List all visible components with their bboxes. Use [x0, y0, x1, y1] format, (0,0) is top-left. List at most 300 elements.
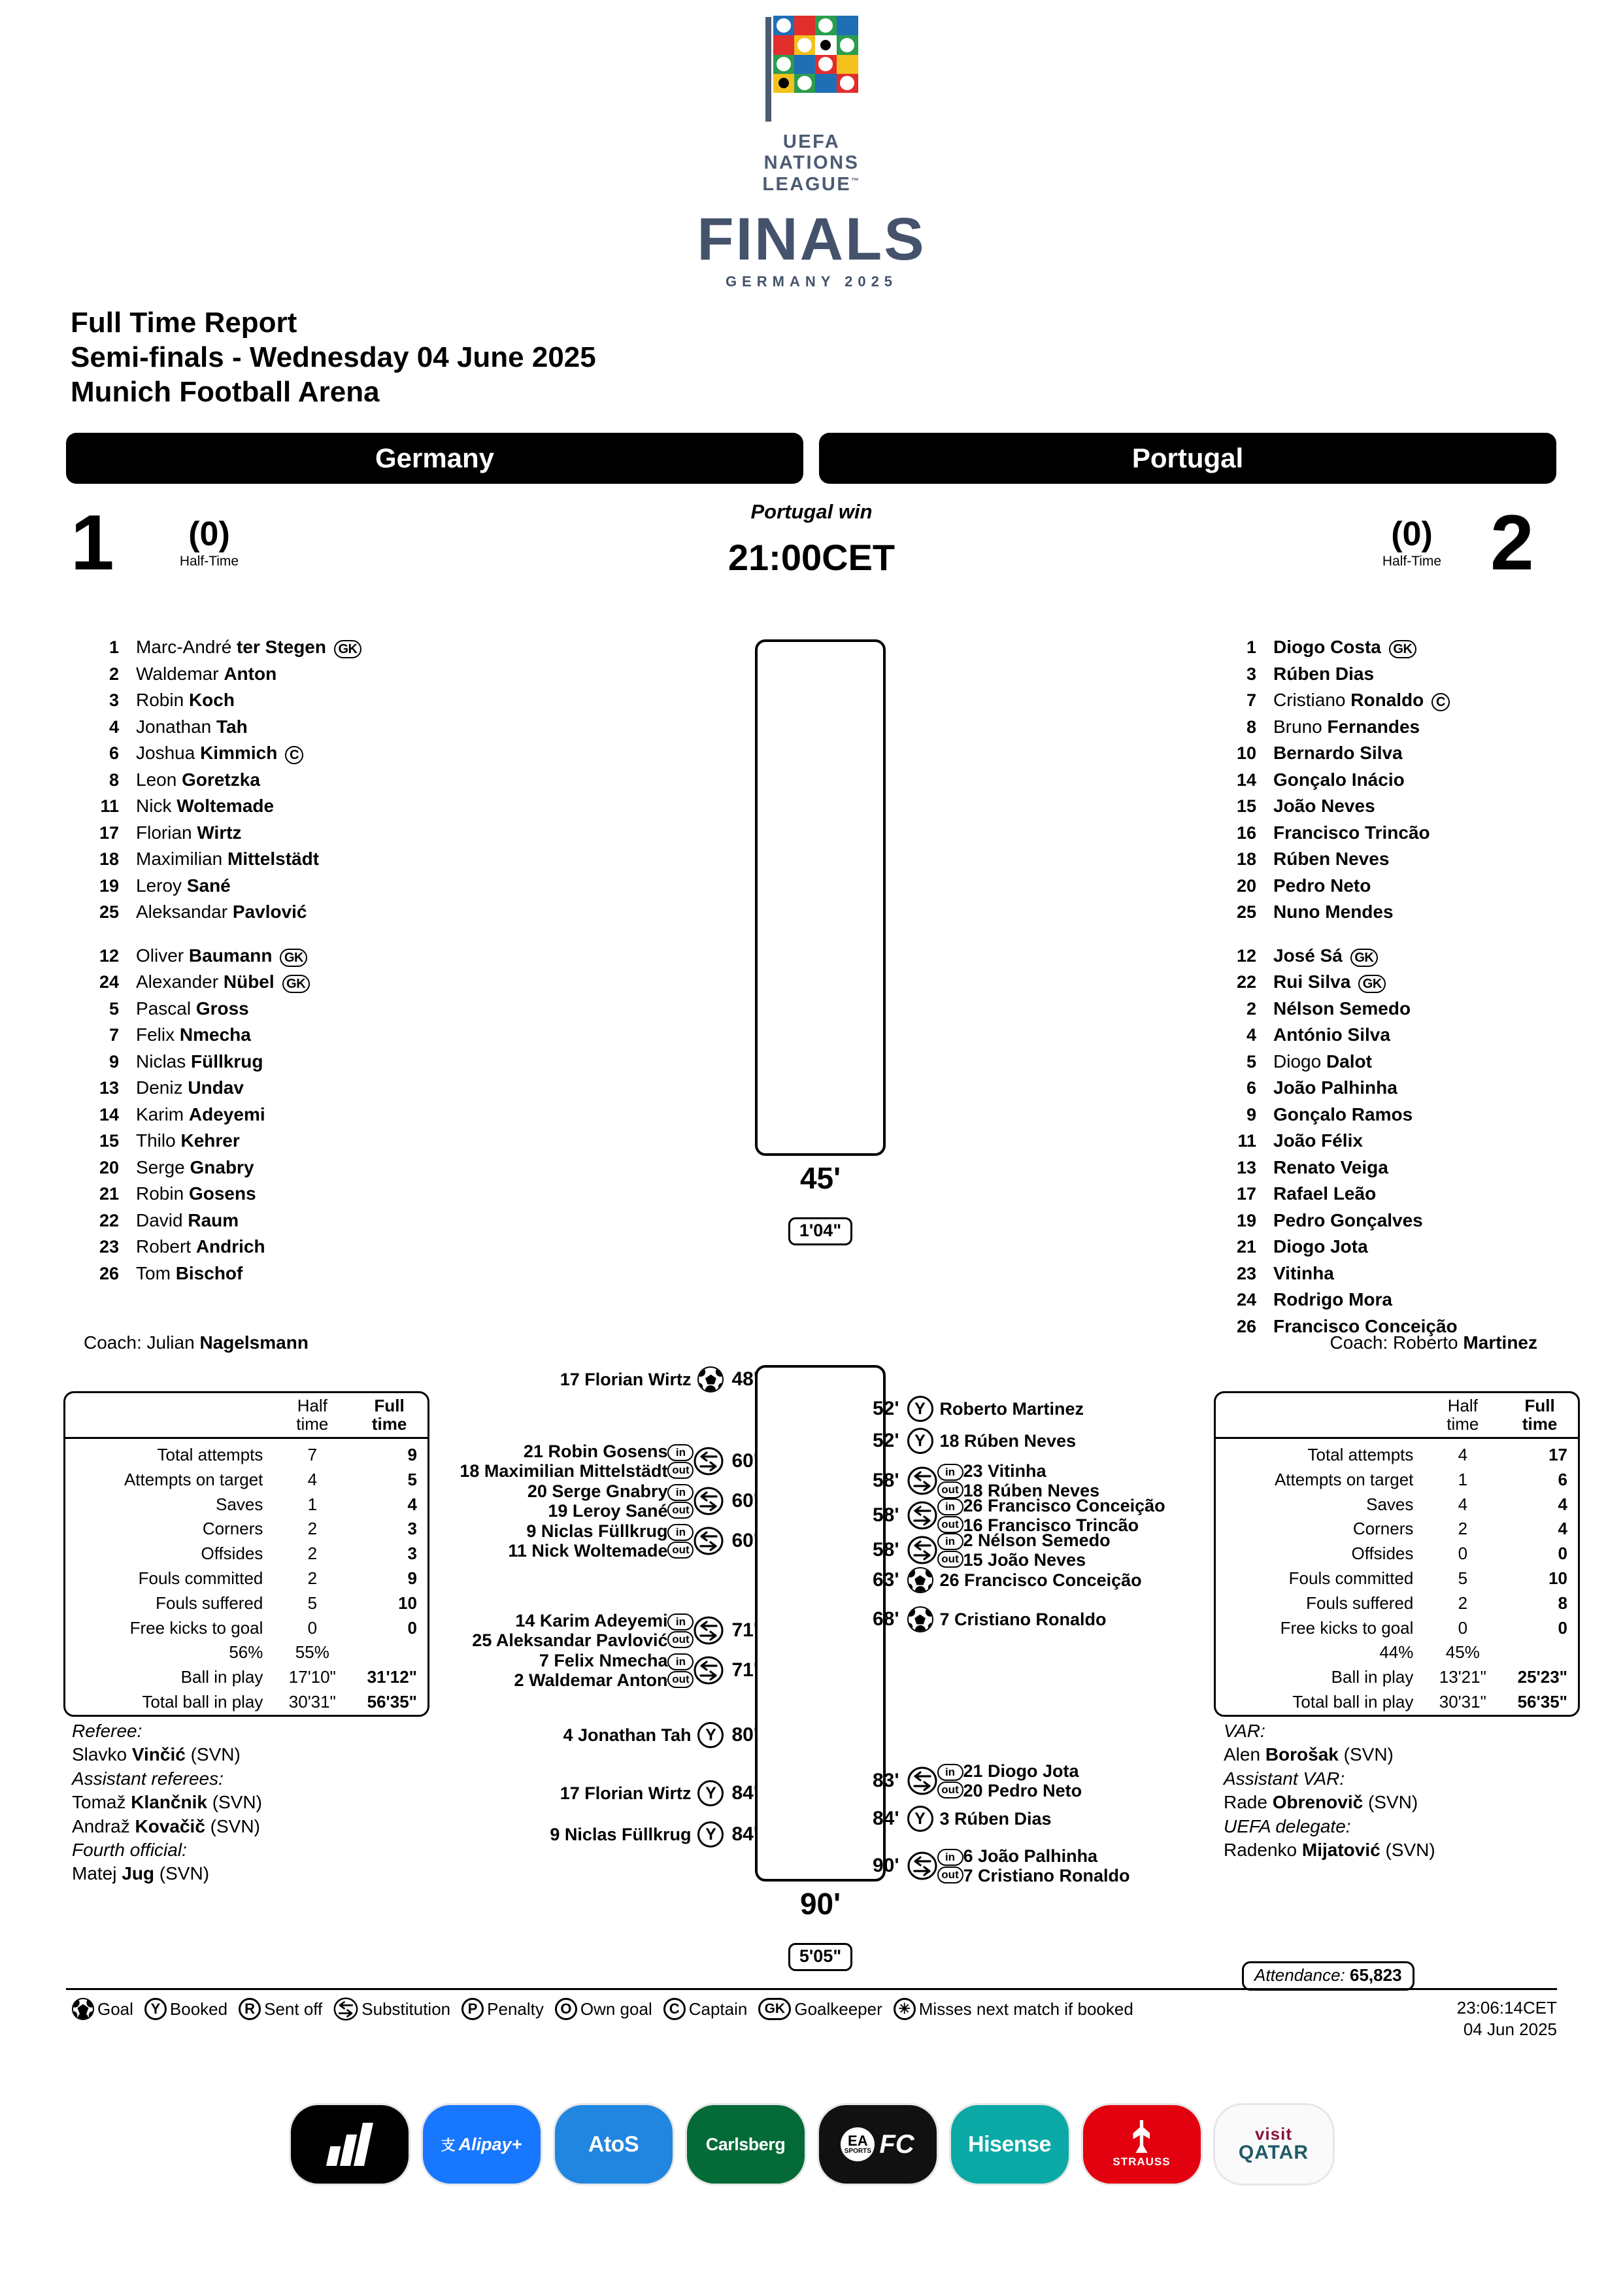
stats-fulltime-value: 0	[1558, 1617, 1567, 1638]
legend-item	[333, 1998, 450, 2020]
logo-line-nations: NATIONS	[763, 152, 860, 174]
sub-in-out-icon	[937, 1498, 963, 1533]
stats-label: Total attempts	[157, 1445, 263, 1465]
player-row	[1216, 634, 1623, 661]
substitution-arrows-icon	[907, 1536, 937, 1564]
finals-wordmark: FINALS	[697, 206, 926, 273]
hisense-logo-icon: Hisense	[968, 2131, 1051, 2157]
logo-line-uefa: UEFA	[782, 131, 841, 152]
strauss-logo-icon: STRAUSS	[1113, 2120, 1170, 2169]
captain-badge: C	[1431, 693, 1450, 711]
player-in: 20 Serge Gnabry	[527, 1481, 668, 1501]
player-number: 24	[99, 972, 119, 992]
possession-spacer	[1501, 1640, 1578, 1665]
stats-fulltime-value: 0	[407, 1617, 417, 1638]
event-minute: 71'	[731, 1619, 758, 1642]
stats-label: Ball in play	[180, 1667, 263, 1687]
sponsor-carlsberg	[687, 2105, 805, 2184]
home-halftime-label: Half-Time	[179, 553, 239, 569]
player-badges	[1389, 640, 1416, 658]
timeline-second-half	[755, 1365, 886, 1882]
event-minute: 52'	[873, 1398, 899, 1419]
player-name: Nick Woltemade	[136, 796, 275, 816]
stats-label: Saves	[1366, 1494, 1414, 1514]
player-row	[1216, 1207, 1623, 1234]
player-in: 7 Felix Nmecha	[539, 1651, 668, 1670]
timeline-first-half	[755, 639, 886, 1156]
player-number: 9	[109, 1051, 119, 1072]
home-halftime-score: (0)	[188, 515, 230, 553]
player-row	[78, 1128, 771, 1155]
substitution-arrows-icon	[694, 1487, 724, 1515]
sub-in-badge: in	[667, 1653, 694, 1670]
player-row	[78, 1049, 771, 1075]
sponsor-atos	[555, 2105, 673, 2184]
stats-header-halftime: Half time	[1424, 1393, 1501, 1438]
alipay-logo-icon: 支 Alipay+	[441, 2134, 522, 2154]
atos-logo-icon: AtoS	[588, 2131, 639, 2157]
player-row	[1216, 969, 1623, 996]
legend-label: Goalkeeper	[794, 1999, 882, 2019]
captain-badge: C	[285, 746, 303, 764]
stats-fulltime-value: 4	[1558, 1494, 1567, 1514]
player-number: 17	[1236, 1184, 1256, 1204]
player-name: Alexander Nübel	[136, 971, 275, 992]
substitution-names	[460, 1442, 667, 1481]
player-number: 13	[99, 1078, 119, 1098]
match-event	[873, 1606, 1107, 1632]
player-in: 14 Karim Adeyemi	[515, 1611, 668, 1630]
stats-halftime-value: 2	[1458, 1593, 1468, 1613]
page-title: Full Time Report	[71, 307, 297, 339]
sub-in-badge: in	[937, 1464, 963, 1481]
player-name: Pedro Neto	[1273, 875, 1371, 896]
sponsor-alipay	[423, 2105, 541, 2184]
official-role: Assistant referees:	[72, 1768, 224, 1789]
attendance-value: 65,823	[1350, 1965, 1402, 1985]
stats-label: Corners	[1352, 1519, 1414, 1539]
stats-label: Ball in play	[1331, 1667, 1414, 1687]
event-minute: 84'	[731, 1823, 758, 1845]
sub-in-badge: in	[667, 1484, 694, 1501]
legend-item	[555, 1998, 652, 2020]
event-player: 3 Rúben Dias	[939, 1808, 1052, 1829]
stats-halftime-value: 2	[1458, 1519, 1468, 1539]
player-name: João Neves	[1273, 796, 1375, 816]
match-event	[560, 1366, 758, 1393]
player-name: Francisco Trincão	[1273, 822, 1430, 843]
player-out: 19 Leroy Sané	[548, 1501, 668, 1521]
official-name: Rade Obrenovič (SVN)	[1224, 1792, 1418, 1813]
legend-item	[894, 1998, 1133, 2020]
stats-halftime-value: 17'10"	[288, 1667, 336, 1687]
event-player: 4 Jonathan Tah	[563, 1725, 692, 1745]
legend-label: Own goal	[580, 1999, 652, 2019]
match-event	[508, 1521, 758, 1561]
player-name: Pedro Gonçalves	[1273, 1209, 1423, 1230]
legend-label: Penalty	[487, 1999, 544, 2019]
stats-fulltime-value: 0	[1558, 1544, 1567, 1564]
stage-line: Semi-finals - Wednesday 04 June 2025	[71, 341, 596, 373]
substitution-arrows-icon	[333, 1998, 358, 2020]
official-name: Slavko Vinčić (SVN)	[72, 1744, 241, 1765]
player-number: 25	[1236, 902, 1256, 922]
player-name: Francisco Conceição	[1273, 1315, 1458, 1336]
stats-fulltime-value: 4	[1558, 1519, 1567, 1539]
away-halftime-score: (0)	[1391, 515, 1433, 553]
match-event	[563, 1722, 758, 1748]
player-name: Nélson Semedo	[1273, 998, 1411, 1019]
player-number: 1	[1246, 637, 1256, 657]
away-coach	[1224, 1332, 1537, 1353]
event-minute: 60'	[731, 1490, 758, 1512]
legend-label: Booked	[169, 1999, 228, 2019]
possession-halftime: 44%	[1379, 1642, 1414, 1663]
sub-out-badge: out	[937, 1866, 963, 1883]
player-in: 21 Robin Gosens	[523, 1442, 668, 1461]
player-name: Diogo Costa	[1273, 637, 1381, 657]
player-row	[78, 740, 771, 767]
player-row	[1216, 661, 1623, 688]
player-out: 2 Waldemar Anton	[514, 1670, 668, 1691]
stats-fulltime-value: 4	[407, 1494, 417, 1514]
yellow-card-icon: Y	[907, 1396, 933, 1422]
sub-out-badge: out	[937, 1551, 963, 1568]
uefa-nations-league-flag-icon	[756, 9, 867, 130]
substitution-arrows-icon	[907, 1466, 937, 1495]
player-in: 9 Niclas Füllkrug	[526, 1521, 668, 1541]
event-player: 18 Rúben Neves	[939, 1430, 1077, 1451]
official-name: Tomaž Klančnik (SVN)	[72, 1792, 262, 1813]
player-name: Maximilian Mittelstädt	[136, 849, 320, 869]
player-badges	[1358, 975, 1386, 993]
stats-label: Corners	[202, 1519, 263, 1539]
player-name: Robin Koch	[136, 690, 235, 710]
goal-ball-icon	[907, 1606, 933, 1632]
player-name: Serge Gnabry	[136, 1156, 254, 1177]
stats-header-halftime: Half time	[273, 1393, 351, 1438]
event-minute: 90'	[873, 1855, 899, 1877]
player-row	[78, 846, 771, 873]
stats-fulltime-value: 31'12"	[367, 1667, 417, 1687]
official-role: Fourth official:	[72, 1839, 187, 1860]
stats-halftime-value: 5	[307, 1593, 318, 1613]
legend-y-icon: Y	[144, 1998, 167, 2020]
legend-item	[72, 1998, 133, 2020]
player-number: 7	[1246, 690, 1256, 710]
player-name: Robert Andrich	[136, 1236, 265, 1257]
player-number: 14	[99, 1104, 119, 1124]
away-lineup	[1216, 634, 1623, 1340]
sub-out-badge: out	[667, 1631, 694, 1648]
player-number: 21	[99, 1184, 119, 1204]
player-out: 20 Pedro Neto	[963, 1781, 1082, 1801]
stats-fulltime-value: 3	[407, 1519, 417, 1539]
coach-name: Roberto Martinez	[1393, 1332, 1537, 1353]
stats-label: Attempts on target	[1274, 1469, 1414, 1489]
player-name: Joshua Kimmich	[136, 743, 278, 763]
generated-timestamp	[1457, 1997, 1557, 2040]
player-row	[78, 714, 771, 741]
player-in: 6 João Palhinha	[963, 1846, 1098, 1866]
stats-fulltime-value: 9	[407, 1445, 417, 1465]
match-event	[873, 1396, 1084, 1422]
stats-halftime-value: 1	[1458, 1469, 1468, 1489]
event-minute: 84'	[731, 1782, 758, 1804]
player-name: António Silva	[1273, 1024, 1390, 1045]
stats-label: Offsides	[1351, 1544, 1414, 1564]
player-in: 26 Francisco Conceição	[963, 1496, 1165, 1515]
official-name: Matej Jug (SVN)	[72, 1863, 210, 1884]
player-name: Rafael Leão	[1273, 1183, 1377, 1204]
player-number: 10	[1236, 743, 1256, 763]
player-number: 19	[99, 875, 119, 896]
stats-label: Saves	[216, 1494, 263, 1514]
player-name: Gonçalo Ramos	[1273, 1104, 1413, 1124]
home-score: 1	[71, 499, 114, 586]
player-number: 7	[109, 1025, 119, 1045]
player-name: Jonathan Tah	[136, 716, 248, 737]
sub-in-out-icon	[937, 1464, 963, 1498]
lineup-separator	[78, 926, 771, 943]
player-row	[1216, 1075, 1623, 1102]
goal-ball-icon	[72, 1998, 94, 2020]
player-out: 16 Francisco Trincão	[963, 1515, 1139, 1536]
official-role: VAR:	[1224, 1721, 1265, 1741]
match-event	[873, 1530, 1111, 1570]
legend-r-icon: R	[239, 1998, 261, 2020]
stats-label: Total ball in play	[142, 1692, 263, 1712]
player-name: Diogo Dalot	[1273, 1051, 1372, 1072]
player-row	[78, 1234, 771, 1260]
sub-in-out-icon	[937, 1533, 963, 1568]
goalkeeper-badge-icon: GK	[758, 1998, 791, 2020]
event-player: 7 Cristiano Ronaldo	[939, 1609, 1107, 1629]
stats-halftime-value: 4	[307, 1469, 318, 1489]
event-player: 17 Florian Wirtz	[560, 1783, 692, 1803]
official-role: Referee:	[72, 1721, 142, 1741]
stats-halftime-value: 7	[307, 1445, 318, 1465]
player-name: Oliver Baumann	[136, 945, 273, 966]
event-player: 17 Florian Wirtz	[560, 1369, 692, 1389]
first-half-added-time: 1'04"	[690, 1217, 951, 1245]
goal-ball-icon	[697, 1366, 724, 1393]
substitution-names	[527, 1481, 668, 1521]
stats-halftime-value: 30'31"	[1439, 1692, 1486, 1712]
player-name: Bruno Fernandes	[1273, 716, 1420, 737]
coach-name: Julian Nagelsmann	[146, 1332, 309, 1353]
substitution-names	[514, 1651, 667, 1690]
player-name: Tom Bischof	[136, 1262, 243, 1283]
player-badges	[280, 949, 307, 967]
sub-out-badge: out	[937, 1516, 963, 1533]
possession-fulltime: 45%	[1445, 1642, 1480, 1663]
event-minute: 60'	[731, 1530, 758, 1552]
yellow-card-icon: Y	[697, 1722, 724, 1748]
player-number: 24	[1236, 1290, 1256, 1309]
official-name: Radenko Mijatović (SVN)	[1224, 1839, 1435, 1860]
substitution-arrows-icon	[694, 1527, 724, 1555]
match-event	[873, 1806, 1052, 1832]
legend-item	[663, 1998, 748, 2020]
goalkeeper-badge: GK	[334, 640, 361, 658]
player-row	[78, 1207, 771, 1234]
substitution-arrows-icon	[694, 1447, 724, 1476]
player-row	[1216, 740, 1623, 767]
sub-out-badge: out	[667, 1502, 694, 1519]
player-row	[1216, 996, 1623, 1022]
player-number: 12	[1236, 945, 1256, 966]
stats-halftime-value: 0	[1458, 1617, 1468, 1638]
stats-halftime-value: 0	[1458, 1544, 1468, 1564]
possession-halftime: 56%	[229, 1642, 263, 1663]
possession-fulltime: 55%	[295, 1642, 329, 1663]
player-number: 25	[99, 902, 119, 922]
sub-in-out-icon	[937, 1764, 963, 1798]
player-row	[78, 996, 771, 1022]
kickoff-time: 21:00CET	[728, 537, 895, 578]
legend-label: Sent off	[264, 1999, 323, 2019]
sub-in-badge: in	[937, 1764, 963, 1781]
sponsor-visit-qatar	[1215, 2105, 1333, 2184]
player-name: Rúben Dias	[1273, 663, 1375, 684]
player-name: Cristiano Ronaldo	[1273, 690, 1424, 710]
legend-label: Misses next match if booked	[918, 1999, 1133, 2019]
event-minute: 52'	[873, 1430, 899, 1451]
player-name: Marc-André ter Stegen	[136, 637, 326, 657]
player-badges	[285, 746, 303, 764]
carlsberg-logo-icon: Carlsberg	[705, 2134, 786, 2154]
stats-label: Fouls committed	[138, 1568, 263, 1589]
stats-label: Fouls suffered	[156, 1593, 263, 1613]
player-row	[78, 899, 771, 926]
player-number: 20	[1236, 875, 1256, 896]
stats-halftime-value: 4	[1458, 1445, 1468, 1465]
match-officials	[72, 1719, 262, 1886]
substitution-names	[472, 1611, 667, 1650]
fulltime-marker: 90'	[799, 1887, 841, 1921]
goalkeeper-badge: GK	[1350, 949, 1378, 967]
event-player: 26 Francisco Conceição	[939, 1570, 1142, 1590]
player-name: Felix Nmecha	[136, 1024, 251, 1045]
player-row	[1216, 820, 1623, 847]
player-name: David Raum	[136, 1209, 239, 1230]
yellow-card-icon: Y	[907, 1428, 933, 1454]
coach-label: Coach:	[1330, 1332, 1388, 1353]
sub-in-out-icon	[667, 1613, 694, 1648]
stats-fulltime-value: 17	[1548, 1445, 1567, 1465]
competition-logo-block	[0, 9, 1623, 290]
home-events	[261, 1365, 758, 1901]
official-name: Alen Borošak (SVN)	[1224, 1744, 1394, 1765]
sub-in-badge: in	[667, 1524, 694, 1541]
player-number: 4	[1246, 1025, 1256, 1045]
substitution-names	[508, 1521, 667, 1561]
sub-out-badge: out	[667, 1542, 694, 1559]
player-row	[78, 634, 771, 661]
yellow-card-icon: Y	[697, 1821, 724, 1848]
sub-out-badge: out	[667, 1671, 694, 1688]
player-in: 21 Diogo Jota	[963, 1761, 1079, 1781]
player-name: Niclas Füllkrug	[136, 1051, 263, 1072]
attendance-label: Attendance:	[1254, 1965, 1345, 1985]
stats-label: Fouls committed	[1288, 1568, 1414, 1589]
second-half-added-time: 5'05"	[690, 1943, 951, 1971]
player-row	[1216, 1128, 1623, 1155]
player-row	[78, 661, 771, 688]
player-name: Rúben Neves	[1273, 849, 1390, 869]
player-number: 26	[99, 1263, 119, 1283]
substitution-arrows-icon	[907, 1766, 937, 1795]
player-number: 6	[109, 743, 119, 763]
result-text: Portugal win	[750, 500, 873, 523]
stats-fulltime-value: 25'23"	[1517, 1667, 1567, 1687]
finals-subtitle: GERMANY 2025	[725, 273, 898, 290]
stats-header-fulltime: Full time	[351, 1393, 427, 1438]
substitution-arrows-icon	[907, 1851, 937, 1880]
match-event	[550, 1821, 758, 1848]
player-row	[1216, 899, 1623, 926]
stats-header-fulltime: Full time	[1501, 1393, 1578, 1438]
player-number: 26	[1236, 1316, 1256, 1336]
stats-fulltime-value: 56'35"	[1517, 1692, 1567, 1712]
sub-out-badge: out	[937, 1781, 963, 1798]
player-row	[78, 1022, 771, 1049]
player-name: Bernardo Silva	[1273, 743, 1403, 763]
player-number: 3	[109, 690, 119, 710]
visit-qatar-logo-icon: visit QATAR	[1238, 2124, 1309, 2164]
match-event	[514, 1651, 758, 1690]
event-minute: 80'	[731, 1724, 758, 1746]
match-event	[873, 1567, 1142, 1593]
substitution-arrows-icon	[694, 1616, 724, 1645]
player-row	[1216, 793, 1623, 820]
player-number: 8	[109, 769, 119, 790]
sub-in-out-icon	[667, 1653, 694, 1688]
player-number: 22	[1236, 972, 1256, 992]
stats-label: Free kicks to goal	[1280, 1617, 1414, 1638]
home-team-banner: Germany	[66, 433, 803, 484]
player-row	[1216, 943, 1623, 970]
stats-halftime-value: 2	[307, 1544, 318, 1564]
player-number: 6	[1246, 1078, 1256, 1098]
player-number: 14	[1236, 769, 1256, 790]
stats-fulltime-value: 8	[1558, 1593, 1567, 1613]
event-minute: 68'	[873, 1608, 899, 1630]
player-out: 25 Aleksandar Pavlović	[472, 1630, 668, 1651]
away-team-banner: Portugal	[819, 433, 1556, 484]
venue-line: Munich Football Arena	[71, 375, 380, 408]
official-name: Andraž Kovačič (SVN)	[72, 1815, 260, 1836]
official-role: UEFA delegate:	[1224, 1815, 1351, 1836]
event-minute: 71'	[731, 1659, 758, 1681]
sub-in-out-icon	[667, 1524, 694, 1559]
player-name: José Sá	[1273, 945, 1343, 966]
event-player: Roberto Martinez	[939, 1398, 1084, 1419]
sponsor-hisense	[951, 2105, 1069, 2184]
match-event	[460, 1442, 758, 1481]
player-out: 18 Rúben Neves	[963, 1481, 1100, 1501]
player-name: Waldemar Anton	[136, 663, 277, 684]
home-coach	[84, 1332, 309, 1353]
match-event	[873, 1428, 1076, 1454]
yellow-card-icon: Y	[697, 1780, 724, 1806]
player-row	[1216, 767, 1623, 794]
player-row	[78, 767, 771, 794]
player-row	[1216, 1260, 1623, 1287]
sub-in-badge: in	[937, 1533, 963, 1550]
player-row	[1216, 873, 1623, 900]
